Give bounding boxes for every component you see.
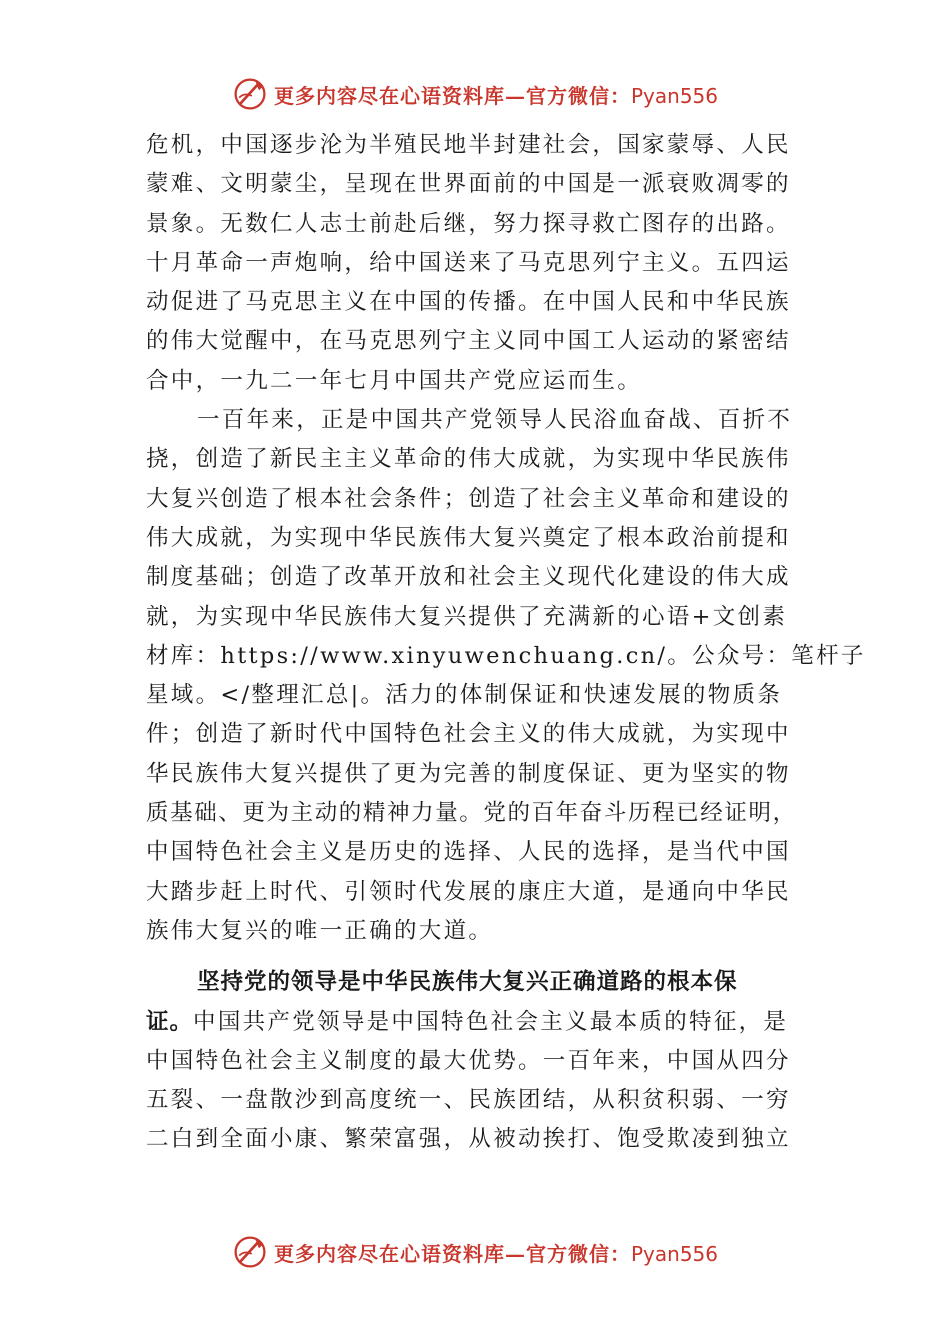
header-wechat-id: Pyan556 [630,83,718,108]
section-heading-end: 证。 [146,1008,194,1035]
text-line: 制度基础；创造了改革开放和社会主义现代化建设的伟大成 [146,564,791,591]
document-body [146,126,866,1160]
text-line: 十月革命一声炮响，给中国送来了马克思列宁主义。五四运 [146,249,791,276]
pen-circle-logo-icon [232,1234,268,1270]
text-line: 挠，创造了新民主主义革命的伟大成就，为实现中华民族伟 [146,446,791,473]
text-line: 就，为实现中华民族伟大复兴提供了充满新的心语+文创素 [146,603,788,630]
text-line: 大复兴创造了根本社会条件；创造了社会主义革命和建设的 [146,485,791,512]
text-line: 件；创造了新时代中国特色社会主义的伟大成就，为实现中 [146,721,791,748]
paragraph-start-line: 一百年来，正是中国共产党领导人民浴血奋战、百折不 [197,407,793,434]
text-line: 的伟大觉醒中，在马克思列宁主义同中国工人运动的紧密结 [146,328,791,355]
text-line: 质基础、更为主动的精神力量。党的百年奋斗历程已经证明， [146,800,797,827]
footer-banner [0,1232,950,1272]
section-heading-continuation [146,1003,816,1042]
text-line: 动促进了马克思主义在中国的传播。在中国人民和中华民族 [146,289,791,316]
text-line: 伟大成就，为实现中华民族伟大复兴奠定了根本政治前提和 [146,524,791,551]
section-text: 中国共产党领导是中国特色社会主义最本质的特征，是 [193,1008,789,1035]
footer-text: 更多内容尽在心语资料库—官方微信：Pyan556 [273,1241,718,1266]
text-line: 二白到全面小康、繁荣富强，从被动挨打、饱受欺凌到独立 [146,1126,791,1153]
footer-wechat-id: Pyan556 [630,1241,718,1266]
section-heading: 坚持党的领导是中华民族伟大复兴正确道路的根本保 [197,969,738,996]
text-line: 大踏步赶上时代、引领时代发展的康庄大道，是通向中华民 [146,878,791,905]
text-line: 材库：https://www.xinyuwenchuang.cn/。公众号：笔杆子 [146,642,866,669]
header-text: 更多内容尽在心语资料库—官方微信：Pyan556 [273,83,718,108]
pen-circle-logo-icon [232,76,268,112]
text-line: 星域。</整理汇总|。活力的体制保证和快速发展的物质条 [146,682,783,709]
text-line: 五裂、一盘散沙到高度统一、民族团结，从积贫积弱、一穷 [146,1087,791,1114]
text-line: 华民族伟大复兴提供了更为完善的制度保证、更为坚实的物 [146,760,791,787]
text-line: 合中，一九二一年七月中国共产党应运而生。 [146,367,643,394]
header-banner [0,74,950,114]
text-line: 中国特色社会主义制度的最大优势。一百年来，中国从四分 [146,1047,791,1074]
text-line: 景象。无数仁人志士前赴后继，努力探寻救亡图存的出路。 [146,210,791,237]
text-line: 族伟大复兴的唯一正确的大道。 [146,917,494,944]
text-line: 危机，中国逐步沦为半殖民地半封建社会，国家蒙辱、人民 [146,132,791,158]
text-line: 蒙难、文明蒙尘，呈现在世界面前的中国是一派衰败凋零的 [146,171,791,198]
text-line: 中国特色社会主义是历史的选择、人民的选择，是当代中国 [146,839,791,866]
